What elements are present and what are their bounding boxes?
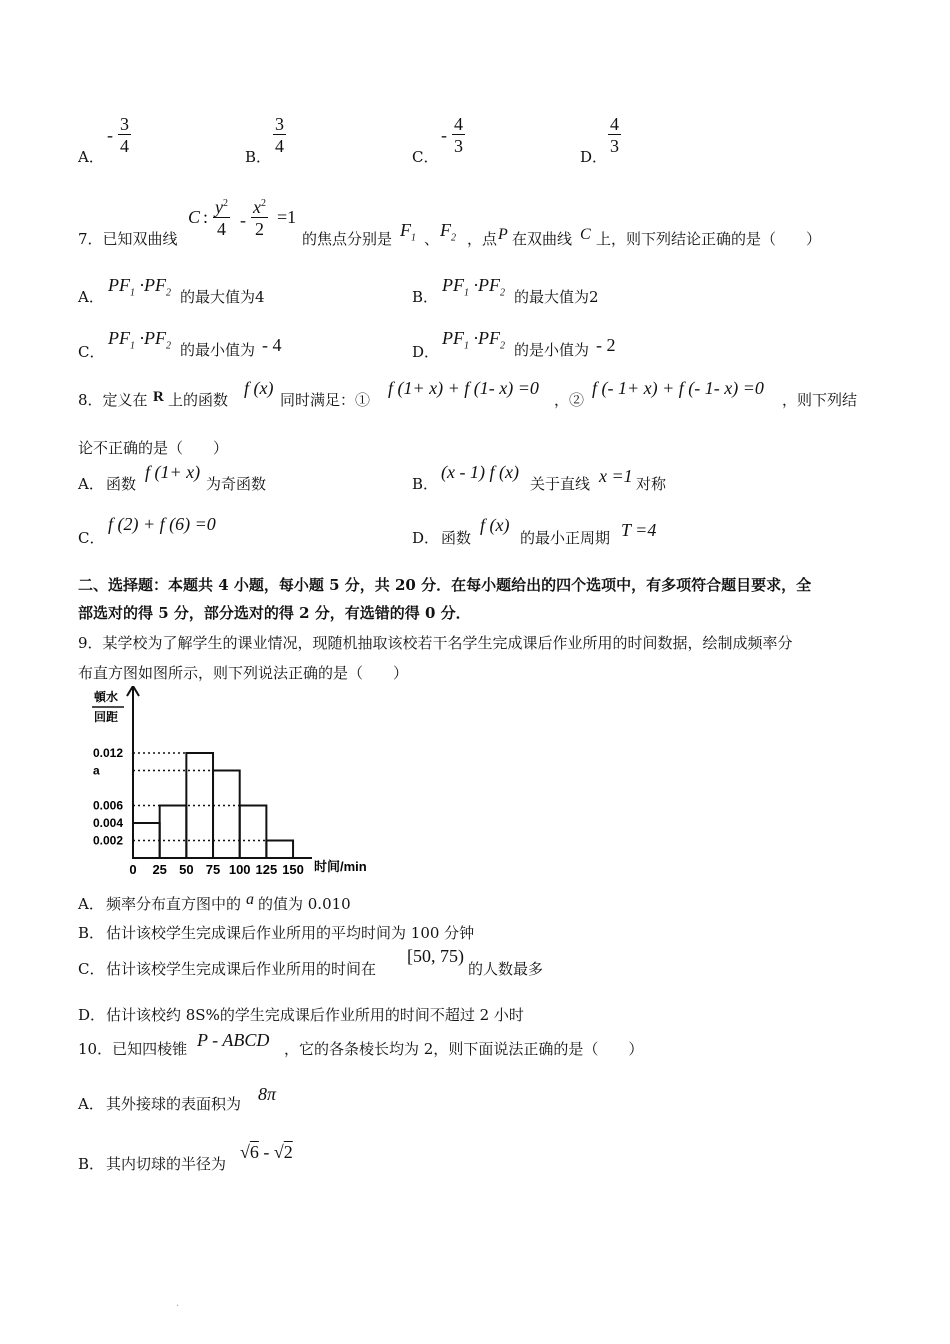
option-value: - 4: [262, 335, 282, 355]
option-label: B．: [245, 148, 272, 166]
q8-text: ，则下列结: [782, 391, 858, 409]
q8-text: 上的函数: [168, 391, 229, 409]
q7-text: ，点: [467, 230, 498, 248]
histogram-bar: [133, 823, 160, 858]
interval: [50, 75): [407, 946, 464, 966]
focus-f2: $F_2$: [440, 220, 456, 244]
option-text: 的最小正周期: [520, 529, 611, 547]
function-fx: f (x): [244, 378, 274, 398]
option-label: C．: [78, 960, 105, 978]
minus-sign: -: [441, 125, 447, 145]
option-text: 的是小值为: [514, 341, 590, 359]
minus-sign: -: [240, 210, 246, 230]
option-math: (x - 1) f (x): [441, 462, 519, 482]
vector-product: $PF_1 \cdot PF_2$: [442, 328, 505, 352]
option-text: 估计该校约 8S%的学生完成课后作业所用的时间不超过 2 小时: [106, 1006, 524, 1024]
footer-mark: .: [176, 1298, 180, 1309]
option-text: 其内切球的半径为: [106, 1155, 227, 1173]
q8-text: 同时满足：①: [280, 391, 371, 409]
q7-text: 的焦点分别是: [302, 230, 393, 248]
option-math: f (1+ x): [145, 462, 201, 482]
q8-line-2: 论不正确的是（ ）: [78, 439, 229, 457]
section-heading-line-2: 部选对的得 5 分，部分选对的得 2 分，有选错的得 0 分．: [78, 604, 471, 622]
option-label: A．: [78, 475, 104, 493]
x-tick-label: 125: [255, 862, 278, 877]
option-label: B．: [412, 475, 439, 493]
q9-line-2: 布直方图如图所示，则下列说法正确的是（ ）: [78, 664, 409, 682]
fraction-x2-over-2: $\frac{x^2}{2}$: [251, 194, 268, 240]
option-math: T =4: [621, 520, 657, 540]
option-label: A．: [78, 288, 104, 306]
option-label: D．: [78, 1006, 106, 1024]
x-tick-label: 25: [152, 862, 167, 877]
x-tick-label: 150: [282, 862, 304, 877]
focus-f1: $F_1$: [400, 220, 416, 244]
option-text: 的人数最多: [468, 960, 544, 978]
option-text: 频率分布直方图中的: [106, 895, 242, 913]
option-text: 对称: [636, 475, 667, 493]
option-text: 其外接球的表面积为: [106, 1095, 242, 1113]
histogram-bar: [213, 771, 240, 859]
x-tick-label: 50: [179, 862, 194, 877]
option-label: D．: [412, 529, 440, 547]
option-text: 函数: [106, 475, 137, 493]
y-tick-label: 0.006: [93, 798, 124, 813]
option-text: 估计该校学生完成课后作业所用的平均时间为 100 分钟: [106, 924, 475, 942]
option-text: 关于直线: [530, 475, 591, 493]
q8-text: ，②: [554, 391, 585, 409]
q8-number: 8．定义在: [78, 391, 148, 409]
separator: 、: [424, 230, 440, 248]
histogram-bar: [160, 806, 187, 859]
option-text: 为奇函数: [206, 475, 267, 493]
q10-number: 10．已知四棱锥: [78, 1040, 188, 1058]
frequency-histogram: [80, 686, 400, 878]
vector-product: $PF_1 \cdot PF_2$: [108, 328, 171, 352]
option-text: 的最大值为4: [180, 288, 265, 306]
q7-text: 在双曲线: [512, 230, 573, 248]
option-text: 函数: [441, 529, 472, 547]
y-tick-label: 0.004: [93, 816, 124, 830]
minus-sign: -: [107, 125, 113, 145]
variable-a: a: [246, 891, 254, 908]
option-label: A．: [78, 895, 104, 913]
option-label: C．: [78, 529, 105, 547]
option-label: B．: [78, 1155, 105, 1173]
option-math: f (x): [480, 515, 510, 535]
q9-line-1: 9．某学校为了解学生的课业情况，现随机抽取该校若干名学生完成课后作业所用的时间数据，绘制成频率分: [78, 634, 793, 652]
option-math: x =1: [599, 466, 633, 486]
vector-product: $PF_1 \cdot PF_2$: [442, 275, 505, 299]
condition-2: f (- 1+ x) + f (- 1- x) =0: [592, 378, 764, 398]
option-label: D．: [580, 148, 608, 166]
option-text: 的最大值为2: [514, 288, 599, 306]
fraction-y2-over-4: $\frac{y^2}{4}$: [213, 194, 230, 240]
option-label: A．: [78, 148, 104, 166]
pyramid-name: P - ABCD: [197, 1030, 270, 1050]
section-heading-line-1: 二、选择题：本题共 4 小题，每小题 5 分，共 20 分．在每小题给出的四个选项中，有多项符合题目要求，全: [78, 576, 812, 594]
option-text: 估计该校学生完成课后作业所用的时间在: [106, 960, 377, 978]
q7-text: 上，则下列结论正确的是（ ）: [596, 230, 822, 248]
histogram-bar: [240, 806, 267, 859]
option-math: f (2) + f (6) =0: [108, 514, 216, 534]
y-tick-label: 0.012: [93, 746, 124, 760]
radical-expression: √6 - √2: [240, 1142, 293, 1162]
option-label: C．: [78, 343, 105, 361]
equals-one: =1: [277, 207, 297, 227]
option-value: - 2: [596, 335, 616, 355]
fraction: $\frac{3}{4}$: [275, 114, 284, 156]
point-p: P: [498, 226, 508, 243]
condition-1: f (1+ x) + f (1- x) =0: [388, 378, 539, 398]
option-label: B．: [412, 288, 439, 306]
curve-c: C: [580, 226, 591, 243]
q10-text: ，它的各条棱长均为 2，则下面说法正确的是（ ）: [284, 1040, 644, 1058]
option-math: 8π: [258, 1084, 277, 1104]
fraction: $\frac{4}{3}$: [454, 114, 463, 156]
option-label: B．: [78, 924, 105, 942]
x-tick-label: 0: [129, 862, 137, 877]
reals-symbol: R: [153, 389, 164, 405]
fraction: $\frac{4}{3}$: [610, 114, 619, 156]
option-label: D．: [412, 343, 440, 361]
option-label: A．: [78, 1095, 104, 1113]
option-text: 的值为 0.010: [258, 895, 351, 913]
vector-product: $PF_1 \cdot PF_2$: [108, 275, 171, 299]
fraction: $\frac{3}{4}$: [120, 114, 129, 156]
x-tick-label: 75: [205, 862, 221, 877]
x-tick-label: 100: [228, 862, 251, 877]
curve-name: C: [188, 207, 201, 227]
q7-number: 7．已知双曲线: [78, 230, 178, 248]
y-label-bottom: 回距: [94, 710, 119, 724]
colon: :: [203, 207, 209, 227]
option-label: C．: [412, 148, 439, 166]
y-label-top: 頓水: [94, 690, 119, 704]
option-text: 的最小值为: [180, 341, 256, 359]
x-axis-label: 时间/min: [314, 859, 367, 874]
y-tick-label: 0.002: [93, 833, 124, 848]
y-tick-label: a: [93, 763, 100, 778]
histogram-bar: [266, 841, 293, 859]
